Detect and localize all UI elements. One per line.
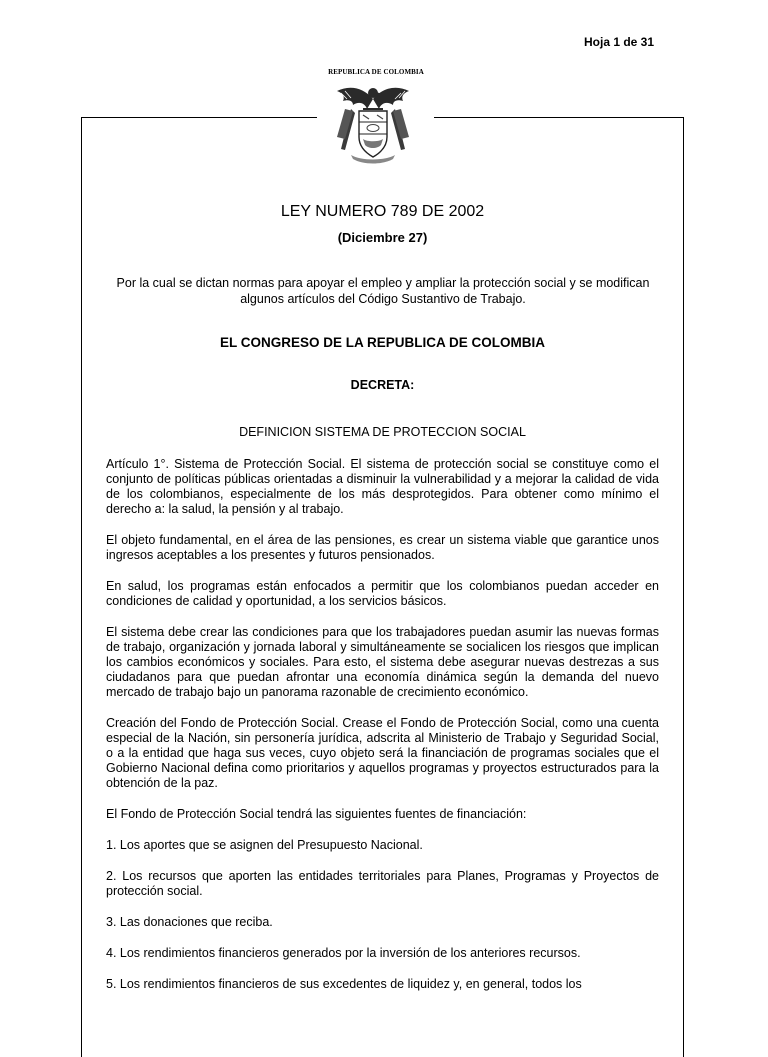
law-summary: Por la cual se dictan normas para apoyar el empleo y ampliar la protección social y se modifican algunos artículos del Código Sustantivo de Trabajo. bbox=[116, 276, 650, 306]
law-title: LEY NUMERO 789 DE 2002 bbox=[280, 203, 485, 220]
pensions-paragraph: El objeto fundamental, en el área de las pensiones, es crear un sistema viable que garantice unos ingresos aceptables a los presentes y futuros pensionados. bbox=[106, 533, 659, 562]
list-item: 2. Los recursos que aporten las entidades territoriales para Planes, Programas y Proyectos de protección social. bbox=[106, 869, 659, 898]
coat-of-arms-icon bbox=[333, 79, 413, 165]
health-paragraph: En salud, los programas están enfocados a permitir que los colombianos puedan acceder en condiciones de calidad y oportunidad, a los servicios básicos. bbox=[106, 579, 659, 608]
decreta-heading: DECRETA: bbox=[350, 378, 415, 392]
list-item: 5. Los rendimientos financieros de sus excedentes de liquidez y, en general, todos los bbox=[106, 977, 582, 991]
fund-creation-paragraph: Creación del Fondo de Protección Social. Crease el Fondo de Protección Social, como una cuenta especial de la Nación, sin personería jurídica, adscrita al Ministerio de Trabajo y Seguridad Social, o a la entidad que haga sus veces, cuyo objeto será la financiación de programas sociales que el Gobierno Nacional defina como prioritarios y aquellos programas y proyectos estructurados para la obtención de la paz. bbox=[106, 716, 659, 790]
work-paragraph: El sistema debe crear las condiciones para que los trabajadores puedan asumir las nuevas formas de trabajo, organización y jornada laboral y simultáneamente se socialicen los riesgos que implican los cambios económicos y sociales. Para esto, el sistema debe asegurar nuevas destrezas a sus ciudadanos para que puedan afrontar una economía dinámica según la demanda del nuevo mercado de trabajo bajo un panorama razonable de crecimiento económico. bbox=[106, 625, 659, 699]
article-1-paragraph: Artículo 1°. Sistema de Protección Social. El sistema de protección social se constituye como el conjunto de políticas públicas orientadas a disminuir la vulnerabilidad y a mejorar la calidad de vida de los colombianos, especialmente de los más desprotegidos. Para obtener como mínimo el derecho a: la salud, la pensión y al trabajo. bbox=[106, 457, 659, 516]
section-heading: DEFINICION SISTEMA DE PROTECCION SOCIAL bbox=[239, 425, 526, 439]
congress-heading: EL CONGRESO DE LA REPUBLICA DE COLOMBIA bbox=[219, 335, 545, 350]
page-number: Hoja 1 de 31 bbox=[584, 35, 655, 49]
list-item: 3. Las donaciones que reciba. bbox=[106, 915, 273, 929]
seal-caption: REPUBLICA DE COLOMBIA bbox=[328, 68, 424, 76]
list-item: 4. Los rendimientos financieros generados por la inversión de los anteriores recursos. bbox=[106, 946, 581, 960]
fund-sources-intro: El Fondo de Protección Social tendrá las siguientes fuentes de financiación: bbox=[106, 807, 527, 821]
law-date: (Diciembre 27) bbox=[337, 230, 428, 245]
body-text bbox=[106, 457, 659, 1008]
list-item: 1. Los aportes que se asignen del Presupuesto Nacional. bbox=[106, 838, 423, 852]
